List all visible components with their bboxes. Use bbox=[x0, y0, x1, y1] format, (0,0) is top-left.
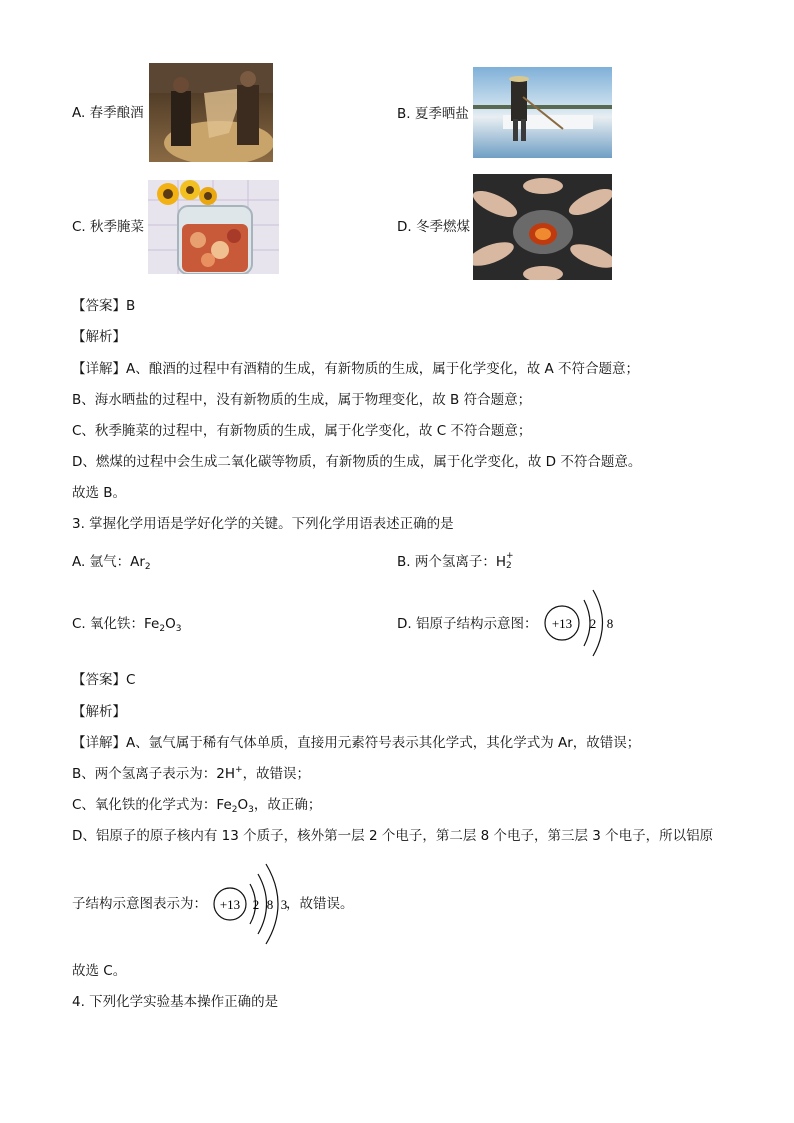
q2-answer: 【答案】B bbox=[72, 298, 136, 314]
q3-detail-line-3-sub2: 3 bbox=[248, 805, 254, 815]
q3-option-d-text: D. 铝原子结构示意图： bbox=[397, 616, 538, 632]
q2-conclusion: 故选 B。 bbox=[72, 485, 127, 501]
farmer-raking-salt-photo bbox=[473, 67, 612, 158]
q3-option-a-subscript: 2 bbox=[144, 562, 151, 572]
atom-explanation-shell-1: 2 bbox=[252, 897, 260, 912]
atom-option-shell-1: 2 bbox=[589, 616, 597, 631]
q3-analysis-heading: 【解析】 bbox=[72, 704, 126, 720]
q3-option-b-subscript: 2 bbox=[506, 561, 512, 571]
atom-option-nucleus: +13 bbox=[551, 616, 573, 631]
q3-detail-line-3-post: ，故正确； bbox=[253, 797, 322, 813]
atom-option-shell-2: 8 bbox=[606, 616, 614, 631]
q3-detail-line-4: D、铝原子的原子核内有 13 个质子，核外第一层 2 个电子，第二层 8 个电子，第三层 3 个电子，所以铝原 bbox=[72, 828, 714, 844]
q3-detail-line-3-mid: O bbox=[237, 797, 249, 813]
people-brewing-grain-photo bbox=[149, 63, 273, 162]
q2-detail-line-4: D、燃煤的过程中会生成二氧化碳等物质，有新物质的生成，属于化学变化，故 D 不符合题意。 bbox=[72, 454, 642, 470]
q2-detail-line-3: C、秋季腌菜的过程中，有新物质的生成，属于化学变化，故 C 不符合题意； bbox=[72, 423, 532, 439]
q3-detail-line-3 bbox=[72, 796, 321, 816]
q3-option-b bbox=[397, 553, 513, 571]
q3-detail-line-3-pre: C、氧化铁的化学式为：Fe bbox=[72, 797, 232, 813]
atom-explanation-shell-2: 8 bbox=[266, 897, 274, 912]
q3-option-b-superscript: + bbox=[506, 551, 514, 561]
atom-explanation-nucleus: +13 bbox=[219, 897, 241, 912]
q2-analysis-heading: 【解析】 bbox=[72, 329, 126, 345]
q3-detail-line-3-sub1: 2 bbox=[231, 805, 238, 815]
q3-detail-line-2-sup: + bbox=[235, 765, 243, 775]
q3-option-a-text: A. 氩气：Ar bbox=[72, 554, 145, 570]
q3-detail-line-5-pre: 子结构示意图表示为： bbox=[72, 896, 207, 912]
q3-option-c-subscript-1: 2 bbox=[159, 624, 166, 634]
option-b-label: B. 夏季晒盐 bbox=[397, 106, 469, 122]
q3-detail-line-2-pre: B、两个氢离子表示为：2H bbox=[72, 766, 236, 782]
q3-answer: 【答案】C bbox=[72, 672, 136, 688]
q3-stem: 3. 掌握化学用语是学好化学的关键。下列化学用语表述正确的是 bbox=[72, 516, 454, 532]
hands-over-coal-stove-photo bbox=[473, 174, 612, 280]
q2-detail-line-1: 【详解】A、酿酒的过程中有酒精的生成，有新物质的生成，属于化学变化，故 A 不符合题意； bbox=[72, 361, 640, 377]
option-c-label: C. 秋季腌菜 bbox=[72, 219, 145, 235]
q3-option-c-subscript-2: 3 bbox=[175, 624, 182, 634]
option-a-label: A. 春季酿酒 bbox=[72, 105, 144, 121]
q3-detail-line-2-post: ，故错误； bbox=[242, 766, 311, 782]
q3-detail-line-2 bbox=[72, 765, 310, 785]
pickle-jar-sunflower-photo bbox=[148, 180, 279, 274]
aluminum-atom-diagram-option bbox=[542, 582, 622, 662]
q3-option-c bbox=[72, 615, 181, 635]
q3-detail-line-5-post: ，故错误。 bbox=[286, 896, 354, 912]
q3-option-b-text: B. 两个氢离子：H bbox=[397, 554, 506, 570]
option-d-label: D. 冬季燃煤 bbox=[397, 219, 470, 235]
q3-option-a bbox=[72, 553, 151, 573]
q3-option-c-oxygen: O bbox=[165, 616, 176, 632]
atom-explanation-shell-3: 3 bbox=[280, 897, 288, 912]
q4-stem: 4. 下列化学实验基本操作正确的是 bbox=[72, 994, 279, 1010]
q3-option-c-text: C. 氧化铁：Fe bbox=[72, 616, 160, 632]
q3-detail-line-1: 【详解】A、氩气属于稀有气体单质，直接用元素符号表示其化学式，其化学式为 Ar，故错误； bbox=[72, 735, 641, 751]
q3-conclusion: 故选 C。 bbox=[72, 963, 127, 979]
q2-detail-line-2: B、海水晒盐的过程中，没有新物质的生成，属于物理变化，故 B 符合题意； bbox=[72, 392, 532, 408]
